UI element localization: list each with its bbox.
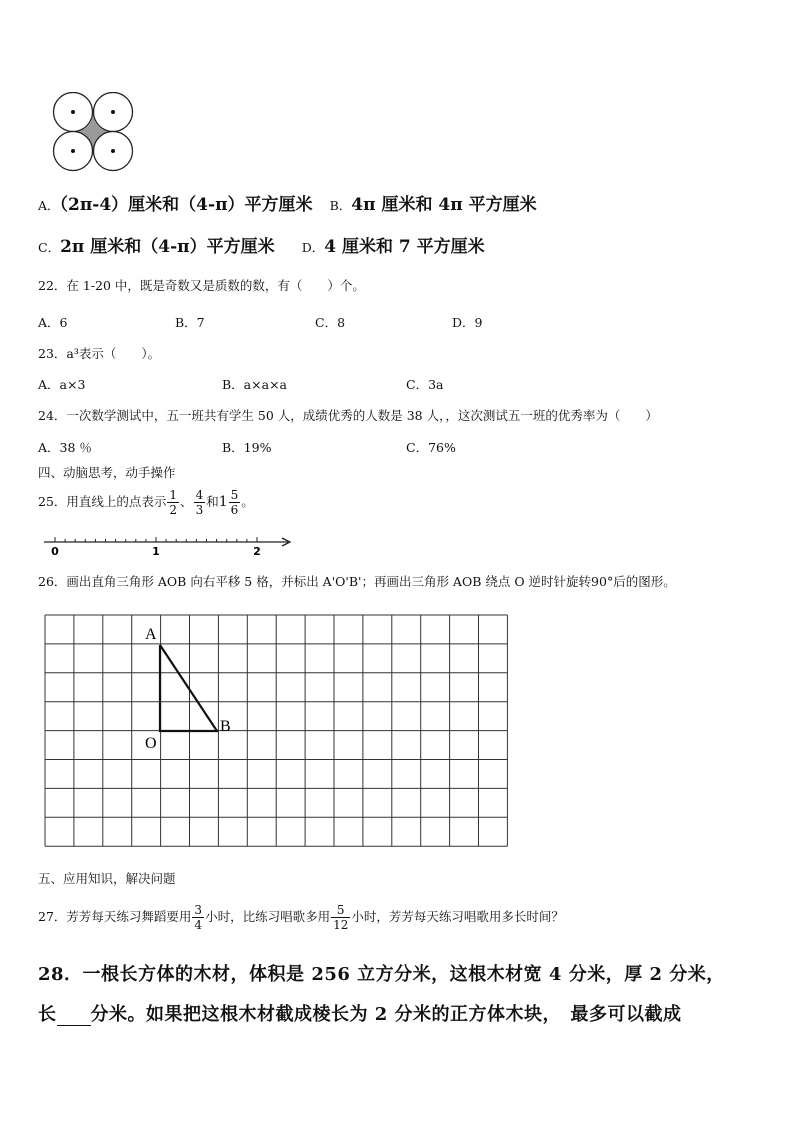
q21-option-a-letter: A． — [38, 198, 60, 213]
q23-option-b: B．a×a×a — [222, 377, 287, 392]
q25-fraction-3: $\frac{5}{6}$ — [230, 488, 239, 517]
four-circles-figure — [52, 92, 134, 172]
q28-line-2-post: 分米。如果把这根木材截成棱长为 2 分米的正方体木块， 最多可以截成 — [90, 1004, 682, 1025]
q21-option-a: （2π-4）厘米和（4-π）平方厘米 — [59, 195, 313, 215]
label-o: O — [145, 735, 157, 752]
q28-line-2 — [38, 1000, 682, 1026]
q24-option-c: C．76% — [406, 440, 456, 455]
q23-option-a: A．a×3 — [38, 377, 86, 392]
q25-fraction-2: $\frac{4}{3}$ — [195, 488, 204, 517]
square-grid — [42, 612, 512, 850]
q25-fraction-1: $\frac{1}{2}$ — [169, 488, 178, 517]
q25-text — [38, 484, 254, 520]
q28-line-1: 28．一根长方体的木材，体积是 256 立方分米，这根木材宽 4 分米，厚 2 分米， — [38, 964, 725, 985]
q22-option-d: D．9 — [452, 315, 483, 330]
q27-mid: 小时，比练习唱歌多用 — [205, 909, 331, 924]
q21-option-d: 4 厘米和 7 平方厘米 — [324, 237, 485, 257]
q25-sep-1: 、 — [180, 494, 193, 509]
label-b: B — [220, 718, 231, 735]
q27-fraction-1: $\frac{3}{4}$ — [194, 903, 203, 932]
q21-option-row-2 — [38, 232, 485, 257]
q28-length-blank[interactable] — [57, 1007, 91, 1026]
q21-option-c: 2π 厘米和（4-π）平方厘米 — [60, 237, 275, 257]
tick-label-1: 1 — [152, 545, 160, 558]
q27-prefix: 27．芳芳每天练习舞蹈要用 — [38, 909, 192, 924]
q25-end: 。 — [241, 494, 254, 509]
q22-option-b: B．7 — [175, 315, 205, 330]
q22-option-c: C．8 — [315, 315, 346, 330]
q25-mixed-whole: 1 — [218, 494, 228, 510]
q21-option-b: 4π 厘米和 4π 平方厘米 — [351, 195, 537, 215]
q28-line-2-pre: 长 — [38, 1004, 57, 1025]
q24-text: 24．一次数学测试中，五一班共有学生 50 人，成绩优秀的人数是 38 人，，这次测试五一班的优秀率为（ ） — [38, 408, 658, 423]
triangle-aob — [160, 645, 217, 731]
section-4-heading: 四、动脑思考，动手操作 — [38, 465, 176, 480]
q22-text: 22．在 1-20 中，既是奇数又是质数的数，有（ ）个。 — [38, 278, 365, 293]
q27-suffix: 小时，芳芳每天练习唱歌用多长时间？ — [351, 909, 564, 924]
label-a: A — [145, 626, 157, 643]
q21-option-c-letter: C． — [38, 240, 61, 255]
q21-option-d-letter: D． — [301, 240, 325, 255]
q24-option-a: A．38 ％ — [38, 440, 92, 455]
q25-sep-2: 和 — [206, 494, 219, 509]
q21-option-row-1 — [38, 190, 537, 215]
q25-prefix: 25．用直线上的点表示 — [38, 494, 167, 509]
q27-fraction-2: $\frac{5}{12}$ — [333, 903, 349, 932]
q22-option-a: A．6 — [38, 315, 68, 330]
q24-option-b: B．19% — [222, 440, 272, 455]
q23-option-c: C．3a — [406, 377, 444, 392]
q21-option-b-letter: B． — [329, 198, 352, 213]
q27-text — [38, 897, 564, 937]
q26-text: 26．画出直角三角形 AOB 向右平移 5 格，并标出 A'O'B'；再画出三角形 AOB 绕点 O 逆时针旋转90°后的图形。 — [38, 574, 676, 589]
tick-label-0: 0 — [51, 545, 59, 558]
section-5-heading: 五、应用知识，解决问题 — [38, 871, 176, 886]
number-line — [42, 534, 294, 558]
q23-text: 23．a³表示（ ）。 — [38, 346, 161, 361]
tick-label-2: 2 — [253, 545, 261, 558]
